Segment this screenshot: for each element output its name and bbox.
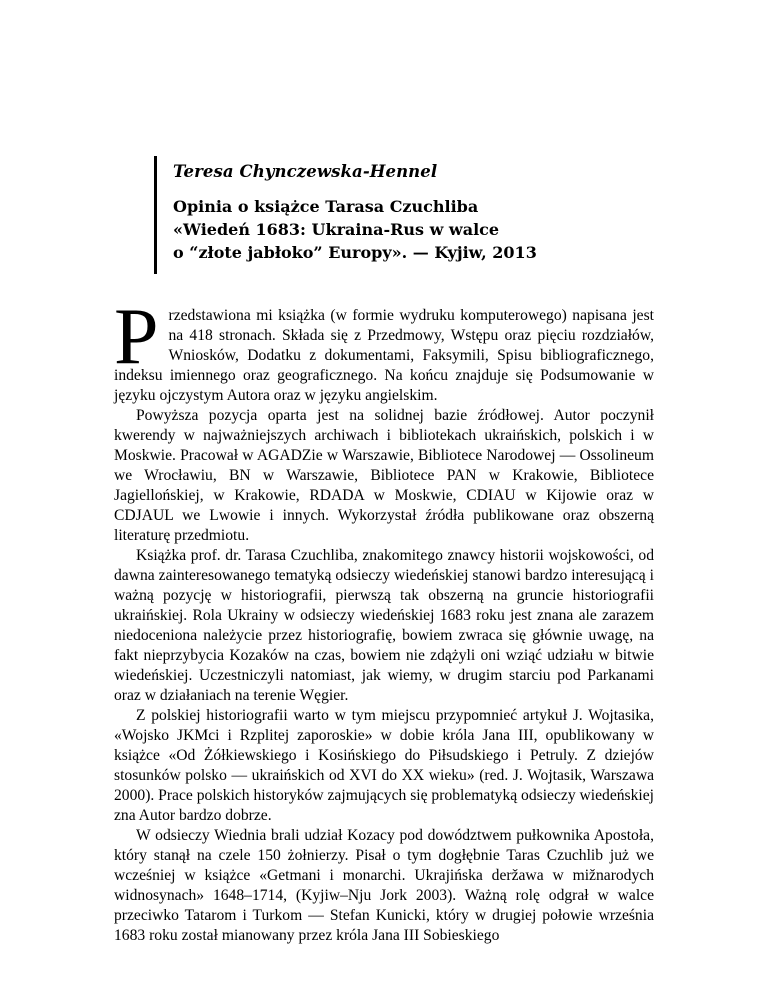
paragraph: W odsieczy Wiednia brali udział Kozacy pod dowództwem pułkownika Apostoła, który stanął na czele 150 żołnierzy. Pisał o tym dogłębnie Taras Czuchlib już we wcześniej w książce «Getmani i monarchi. Ukrajińska deržawa w mižnarodych widnosynach» 1648–1714, (Kyjiw–Nju Jork 2003). Ważną rolę odgrał w walce przeciwko Tatarom i Turkom — Stefan Kunicki, który w drugiej połowie września 1683 roku został mianowany przez króla Jana III Sobieskiego — [114, 827, 654, 944]
article-title — [173, 195, 714, 264]
paragraph: Książka prof. dr. Tarasa Czuchliba, znakomitego znawcy historii wojskowości, od dawna zainteresowanego tematyką odsieczy wiedeńskiej stanowi bardzo interesującą i ważną pozycję w historiografii, pierwszą tak obszerną na gruncie historiografii ukraińskiej. Rola Ukrainy w odsieczy wiedeńskiej 1683 roku jest znana ale zarazem niedoceniona należycie przez historiografię, bowiem zwraca się głównie uwagę, na fakt nieprzybycia Kozaków na czas, bowiem nie zdążyli oni wziąć udziału w bitwie wiedeńskiej. Uczestniczyli natomiast, jak wiemy, w drugim starciu pod Parkanami oraz w działaniach na terenie Węgier. — [114, 547, 654, 704]
title-line: Opinia o książce Tarasa Czuchliba — [173, 197, 479, 216]
author-name: Teresa Chynczewska-Hennel — [173, 162, 438, 181]
article-header — [154, 156, 714, 274]
paragraph — [114, 293, 654, 406]
paragraph: Powyższa pozycja oparta jest na solidnej bazie źródłowej. Autor poczynił kwerendy w najważniejszych archiwach i bibliotekach ukraińskich, polskich i w Moskwie. Pracował w AGADZie w Warszawie, Bibliotece Narodowej — Ossolineum we Wrocławiu, BN w Warszawie, Bibliotece PAN w Krakowie, Bibliotece Jagiellońskiej, w Krakowie, RDADA w Moskwie, CDIAU w Kijowie oraz w CDJAUL we Lwowie i innych. Wykorzystał źródła publikowane oraz obszerną literaturę przedmiotu. — [114, 407, 654, 544]
title-line: «Wiedeń 1683: Ukraina-Rus w walce — [173, 220, 500, 239]
paragraph-text: rzedstawiona mi książka (w formie wydruku komputerowego) napisana jest na 418 stronach. Składa się z Przedmowy, Wstępu oraz pięciu rozdziałów, Wniosków, Dodatku z dokumentami, Faksymili, Spisu bibliograficznego, indeksu imiennego oraz geograficznego. Na końcu znajduje się Podsumowanie w języku ojczystym Autora oraz w języku angielskim. — [114, 307, 654, 404]
title-line: o “złote jabłoko” Europy». — Kyjiw, 2013 — [173, 243, 537, 262]
article-body — [114, 293, 654, 946]
drop-cap: P — [114, 293, 159, 381]
paragraph: Z polskiej historiografii warto w tym miejscu przypomnieć artykuł J. Wojtasika, «Wojsko JKMci i Rzplitej zaporoskie» w dobie króla Jana III, opublikowany w książce «Od Żółkiewskiego i Kosińskiego do Piłsudskiego i Petruly. Z dziejów stosunków polsko — ukraińskich od XVI do XX wieku» (red. J. Wojtasik, Warszawa 2000). Prace polskich historyków zajmujących się problematyką odsieczy wiedeńskiej zna Autor bardzo dobrze. — [114, 707, 654, 824]
